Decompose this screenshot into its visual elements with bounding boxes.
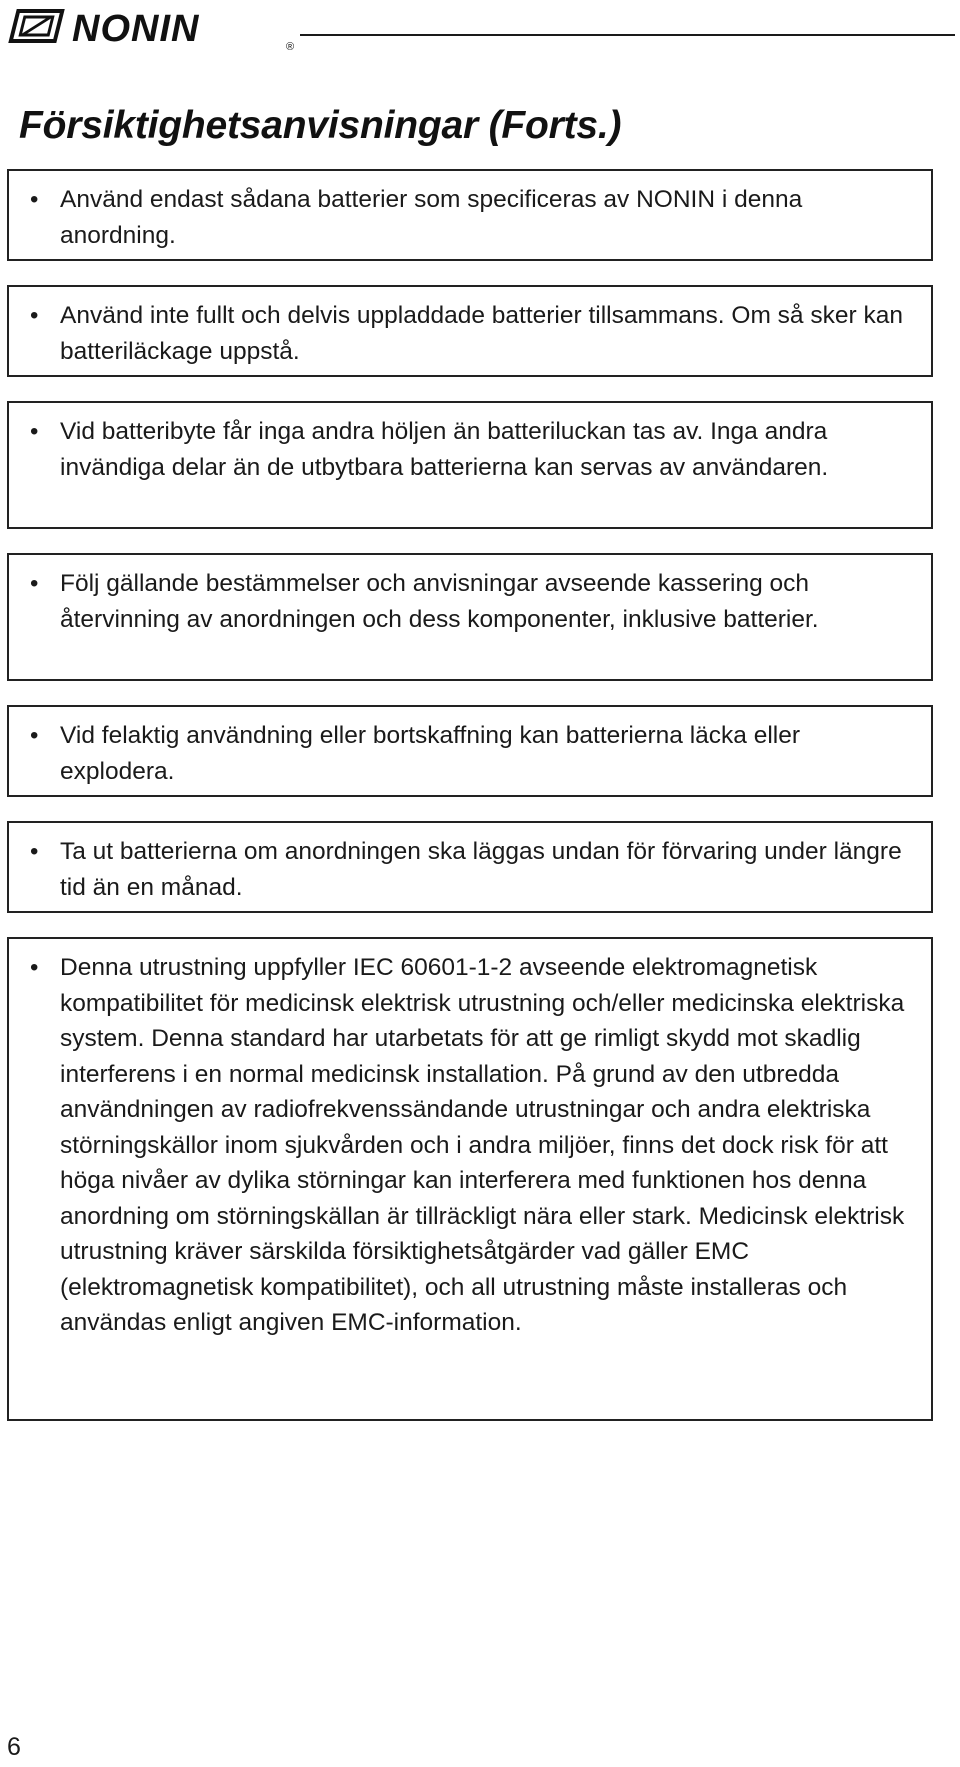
precaution-text: Använd endast sådana batterier som specificeras av NONIN i denna anordning. — [60, 186, 803, 249]
precaution-box — [7, 401, 933, 529]
page-number: 6 — [7, 1733, 21, 1761]
bullet-marker: • — [30, 722, 39, 749]
precaution-box — [7, 285, 933, 377]
bullet-marker: • — [30, 186, 39, 213]
precaution-text: Vid felaktig användning eller bortskaffning kan batterierna läcka eller explodera. — [60, 722, 801, 785]
precaution-box — [7, 169, 933, 261]
precaution-text: Vid batteribyte får inga andra höljen än batteriluckan tas av. Inga andra invändiga delar än de utbytbara batterierna kan servas av användaren. — [60, 418, 829, 481]
precaution-text: Följ gällande bestämmelser och anvisningar avseende kassering och återvinning av anordningen och dess komponenter, inklusive batterier. — [60, 570, 819, 633]
precaution-text: Denna utrustning uppfyller IEC 60601-1-2 avseende elektromagnetisk kompatibilitet för medicinsk elektrisk utrustning och/eller medicinska elektriska system. Denna standard har utarbetats för att ge rimligt skydd mot skadlig interferens i en normal medicinsk installation. På grund av den utbredda användningen av radiofrekvenssändande utrustningar och andra elektriska störningskällor inom sjukvården och i andra miljöer, finns det dock risk för att höga nivåer av dylika störningar kan interferera med funktionen hos denna anordning om störningskällan är tillräckligt nära eller stark. Medicinsk elektrisk utrustning kräver särskilda försiktighetsåtgärder vad gäller EMC (elektromagnetisk kompatibilitet), och all utrustning måste installeras och användas enligt angiven EMC-information. — [60, 954, 905, 1336]
bullet-marker: • — [30, 838, 39, 865]
bullet-marker: • — [30, 418, 39, 445]
precaution-box — [7, 937, 933, 1421]
precaution-box — [7, 553, 933, 681]
precaution-text: Ta ut batterierna om anordningen ska läggas undan för förvaring under längre tid än en månad. — [60, 838, 902, 901]
page-header — [0, 0, 960, 60]
bullet-marker: • — [30, 302, 39, 329]
header-rule — [300, 34, 955, 36]
nonin-logo — [8, 4, 308, 52]
registered-mark: ® — [286, 41, 295, 52]
precaution-text: Använd inte fullt och delvis uppladdade batterier tillsammans. Om så sker kan batteriläckage uppstå. — [60, 302, 903, 365]
logo-wordmark: NONIN — [72, 8, 200, 50]
bullet-marker: • — [30, 570, 39, 597]
page-title: Försiktighetsanvisningar (Forts.) — [19, 104, 622, 147]
precaution-box — [7, 705, 933, 797]
precaution-box — [7, 821, 933, 913]
bullet-marker: • — [30, 954, 39, 981]
